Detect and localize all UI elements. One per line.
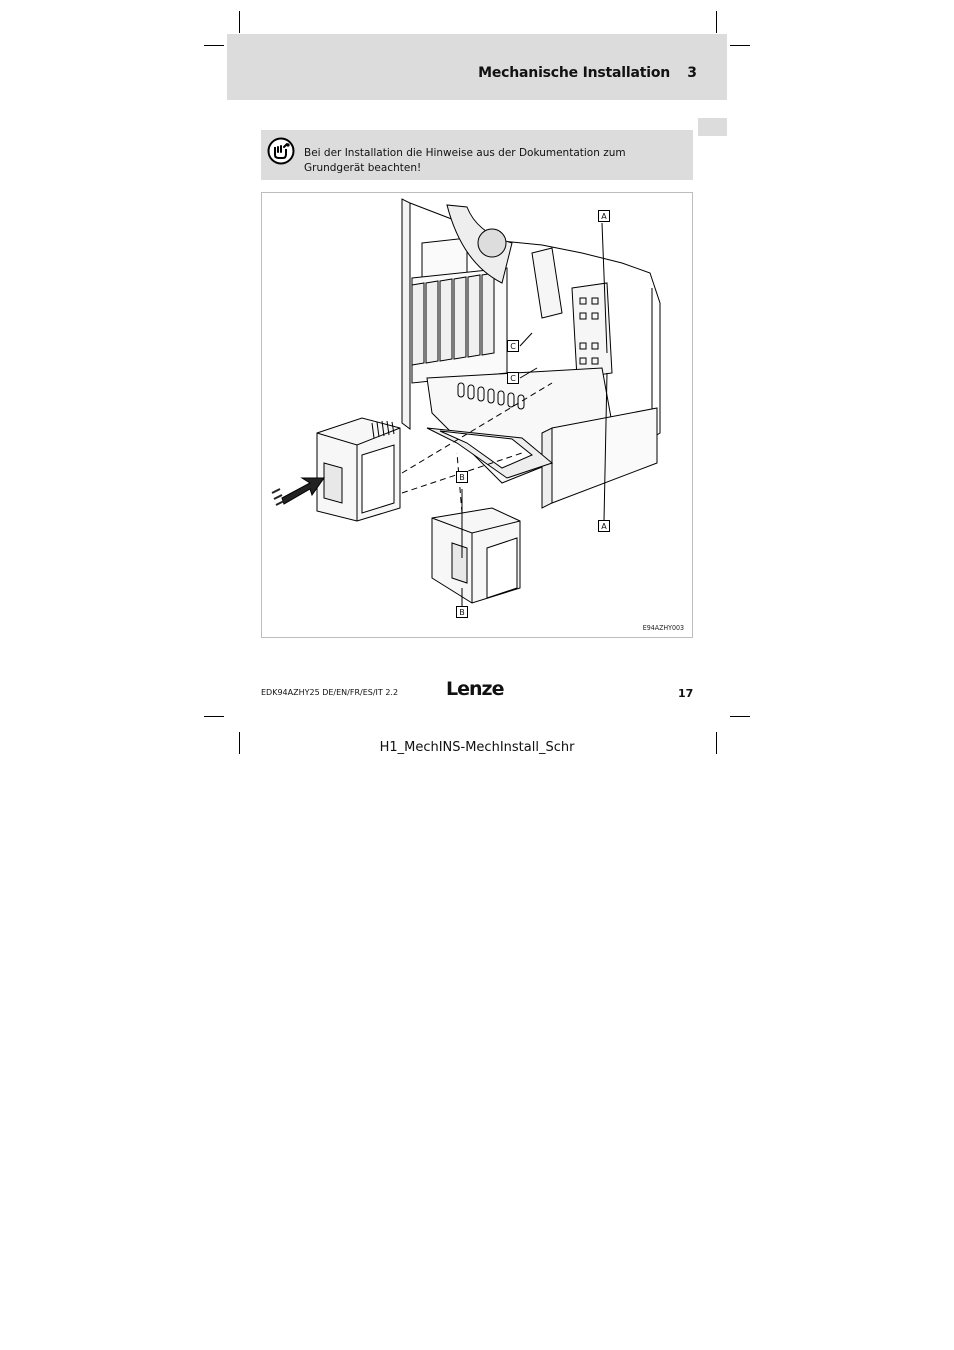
crop-mark [239,11,240,33]
file-slug: H1_MechINS-MechInstall_Schr [379,740,575,755]
callout-a-top: A [598,210,610,222]
installation-figure [261,192,693,638]
crop-mark [730,716,750,717]
crop-mark [716,11,717,33]
page-title: Mechanische Installation [478,65,670,81]
callout-b-bottom: B [456,606,468,618]
crop-mark [204,716,224,717]
callout-a-bottom: A [598,520,610,532]
page-header [227,34,727,100]
callout-b-top: B [456,471,468,483]
callout-c-bottom: C [507,372,519,384]
chapter-number: 3 [687,65,697,81]
side-tab [698,118,727,136]
installation-drawing [262,193,694,639]
note-text: Bei der Installation die Hinweise aus der Dokumentation zum Grundgerät beachten! [304,147,626,174]
crop-mark [204,45,224,46]
crop-mark [730,45,750,46]
note-box [261,130,693,180]
brand-logo: Lenze [446,678,504,700]
hand-pointing-icon [267,137,295,165]
callout-c-top: C [507,340,519,352]
page-number: 17 [678,687,694,700]
figure-code: E94AZHY003 [642,624,684,632]
document-number: EDK94AZHY25 DE/EN/FR/ES/IT 2.2 [261,688,399,697]
